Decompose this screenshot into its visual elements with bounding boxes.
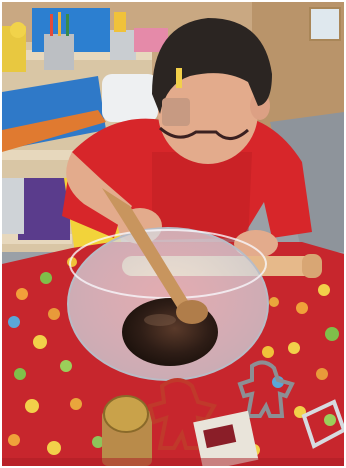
white-bin	[102, 74, 158, 122]
crayon-pot	[110, 30, 136, 60]
pencil-1	[50, 14, 53, 36]
ball-yellow	[10, 22, 26, 38]
spoon-head	[176, 300, 208, 324]
jar-lid	[104, 396, 148, 432]
rolling-pin-end	[302, 254, 322, 278]
window	[310, 8, 340, 40]
photo	[2, 2, 344, 466]
hair-clip	[176, 68, 182, 88]
eye-patch	[162, 98, 190, 126]
pencil-pot	[44, 34, 74, 70]
grey-bin	[2, 178, 24, 234]
scissors-handle	[114, 12, 126, 32]
tablecloth-shadow	[2, 458, 344, 466]
photo-canvas	[2, 2, 344, 466]
purple-tray	[18, 178, 70, 240]
pencil-2	[58, 12, 61, 36]
chocolate-shine	[144, 314, 176, 326]
pencil-3	[66, 14, 69, 36]
